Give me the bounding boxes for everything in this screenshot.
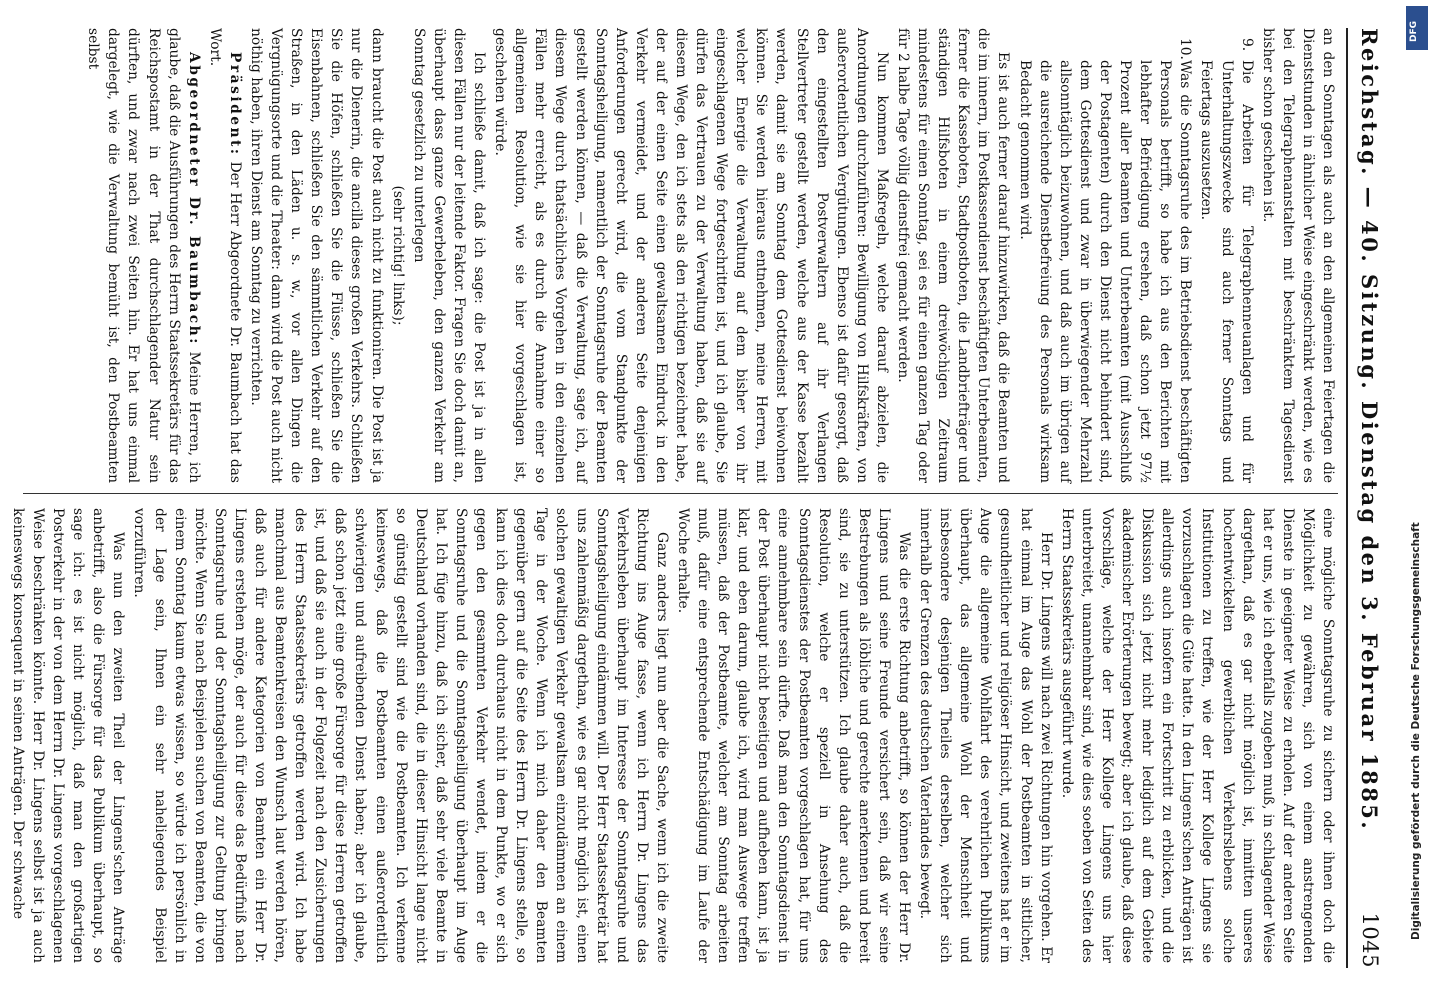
speech-text: Der Herr Abgeordnete Dr. Baumbach hat das Wort. <box>206 28 243 483</box>
paragraph: Was die erste Richtung anbetrifft, so können der Herr Dr. Lingens und seine Freunde versichert sein, daß wir seine Bestrebungen als löbliche und gerechte anerkennen und bereit sind, sie zu unterstützen. Ich glaube daher auch, daß die Resolution, welche er speziell in Ansehung des Sonntagsdienstes der Postbeamten vorgeschlagen hat, für uns eine annehmbare sein dürfte. Daß man den Sonntagsdienst in der Post überhaupt nicht beseitigen und aufheben kann, ist ja klar, und eben darum, glaube ich, wird man Auswege treffen müssen, daß der Postbeamte, welcher am Sonntag arbeiten muß, dafür eine entsprechende Entschädigung im Laufe der Woche erhalte. <box>675 508 913 963</box>
paragraph: Ganz anders liegt nun aber die Sache, wenn ich die zweite Richtung ins Auge fasse, wenn ich Herrn Dr. Lingens das Verkehrsleben überhaupt im Interesse der Sonntagsruhe und Sonntagsheiligung eindämmen will. Der Herr Staatssekretär hat uns zahlenmäßig dargethan, wie es gar nicht möglich ist, einen solchen gewaltigen Verkehr gewaltsam einzudämmen an einem Tage in der Woche. Wenn ich mich daher den Beamten gegenüber gern auf die Seite des Herrn Dr. Lingens stelle, so kann ich dies doch durchaus nicht in dem Punkte, wo er sich gegen den gesammten Verkehr wendet, indem er die Sonntagsruhe und die Sonntagsheiligung überhaupt im Auge hat. Ich füge hinzu, daß ich sicher, daß sehr viele Beamte in Deutschland vorhanden sind, die in dieser Hinsicht lange nicht so günstig gestellt sind wie die Postbeamten. Ich verkenne keineswegs, daß die Postbeamten einen außerordentlich schwierigen und aufreibenden Dienst haben; aber ich glaube, daß schon jetzt eine große Fürsorge für diese Herren getroffen ist, und daß sie auch in der Folgezeit nach den Zusicherungen des Herrn Staatssekretärs getroffen werden wird. Ich habe manchmal aus Beamtenkreisen den Wunsch laut werden hören, daß auch für andere Kategorien von Beamten ein Herr Dr. Lingens erstehen möge, der auch für diese das Bedürfniß nach Sonntagsruhe und der Sonntagsheiligung zur Geltung bringen möchte. Wenn Sie nach Beispielen suchen von Beamten, die von einem Sonntag kaum etwas wissen, so würde ich persönlich in der Lage sein, Ihnen ein sehr naheliegendes Beispiel vorzuführen. <box>131 508 670 963</box>
column-divider <box>23 493 1338 494</box>
header-title: Reichstag. — 40. Sitzung. Dienstag den 3. Februar 1885. <box>1357 28 1382 832</box>
header-rule <box>1346 28 1348 968</box>
speaker-name: Präsident: <box>226 52 243 157</box>
paragraph: eine mögliche Sonntagsruhe zu sichern oder ihnen doch die Möglichkeit zu gewähren, sich von einem anstrengenden Dienste in geeigneter Weise zu erholen. Auf der anderen Seite hat er uns, wie ich ebenfalls zugeben muß, in schlagender Weise dargethan, daß es gar nicht möglich ist, inmitten unseres hochentwickelten gewerblichen Verkehrslebens solche Institutionen zu treffen, wie der Herr Kollege Lingens sie vorzuschlagen die Güte hatte. In den Lingens'schen Anträgen ist allerdings auch insofern ein Fortschritt zu erblicken, und die Diskussion sich jetzt nicht mehr lediglich auf dem Gebiete akademischer Erörterungen bewegt; aber ich glaube, daß diese Vorschläge, welche der Herr Kollege Lingens uns hier unterbreitet, unannehmbar sind, wie dies soeben von Seiten des Herrn Staatssekretärs ausgeführt wurde. <box>1058 508 1336 963</box>
item-number: 10. <box>1177 38 1194 60</box>
item-number: 9. <box>1238 38 1255 52</box>
dfg-logo-icon <box>1406 6 1428 50</box>
paragraph: Nun kommen Maßregeln, welche darauf abzielen, die Anordnungen durchzuführen: Bewilligung von Hilfskräften, von außerordentlichen Vergütungen. Ebenso ist dafür gesorgt, daß den eingestellten Postverwaltern auf ihr Verlangen Stellvertreter gestellt werden, welche aus der Kasse bezahlt werden, damit sie am Sonntag dem Gottesdienst beiwohnen können. Sie werden hieraus entnehmen, meine Herren, mit welcher Energie die Verwaltung auf dem bisher von ihr eingeschlagenen Wege fortgeschritten ist, und ich glaube, Sie dürfen das Vertrauen zu der Verwaltung haben, daß sie auf diesem Wege, den ich stets als den richtigen bezeichnet habe, der auf der einen Seite einen gewaltsamen Eindruck in den Verkehr vermeidet, und der anderen Seite denjenigen Anforderungen gerecht wird, die vom Standpunkte der Sonntagsheiligung, namentlich der Sonntagsruhe der Beamten gestellt werden können, — daß die Verwaltung, sage ich, auf diesem Wege durch thatsächliches Vorgehen in den einzelnen Fällen mehr erreicht, als es durch die Annahme einer so allgemeinen Resolution, wie sie hier vorgeschlagen ist, geschehen würde. <box>492 28 890 483</box>
numbered-item <box>1015 28 1196 483</box>
speech-text: Meine Herren, ich glaube, daß die Ausführungen des Herrn Staatssekretärs für das Reichspostamt in der That durchschlagender Natur sein dürften, und zwar nach zwei Seiten hin. Er hat uns einmal dargelegt, wie die Verwaltung bemüht ist, den Postbeamten selbst <box>85 28 202 483</box>
paragraph: Herr Dr. Lingens will nach zwei Richtungen hin vorgehen. Er hat einmal im Auge das Wohl der Postbeamten in sittlicher, gesundheitlicher und religiöser Hinsicht, und zweitens hat er im Auge die allgemeine Wohlfahrt des verehrlichen Publikums überhaupt, das allgemeine Wohl der Menschheit und insbesondere desjenigen Theiles derselben, welcher sich innerhalb der Grenzen des deutschen Vaterlandes bewegt. <box>917 508 1054 963</box>
interjection: (sehr richtig! links); <box>389 185 406 326</box>
paragraph: Was nun den zweiten Theil der Lingens'schen Anträge anbetrifft, also die Fürsorge für das Publikum überhaupt, so sage ich: es ist nicht möglich, daß man den großartigen Postverkehr in der von dem Herrn Dr. Lingens vorgeschlagenen Weise beschränken könnte. Herr Dr. Lingens selbst ist ja auch keineswegs konsequent in seinen Anträgen. Der schwache <box>9 508 127 963</box>
paragraph: dann braucht die Post auch nicht zu funktioniren. Die Post ist ja nur die Dienerin, die ancilla dieses großen Verkehrs. Schließen Sie die Höfen, schließen Sie die Flüsse, schließen Sie die Eisenbahnen, schließen Sie den sämmtlichen Verkehr auf den Straßen, in den Läden u. s. w., vor allen Dingen die Vergnügungsorte und die Theater: dann wird die Post auch nicht nöthig haben, ihren Dienst am Sonntag zu verrichten. <box>248 28 385 483</box>
paragraph: Ich schließe damit, daß ich sage: die Post ist ja in allen diesen Fällen nur der leitende Faktor. Fragen Sie doch damit an, überhaupt dass ganze Gewerbeleben, den ganzen Verkehr am Sonntag gesetzlich zu unterlegen <box>410 28 488 483</box>
speaker-paragraph <box>205 28 245 483</box>
dfg-logo-text: DFG <box>1409 20 1419 42</box>
rotated-document-page <box>10 0 1400 1000</box>
numbered-item <box>1196 28 1256 483</box>
item-text: Was die Sonntagsruhe des im Betriebsdienst beschäftigten Personals betrifft, so habe ich aus den Berichten mit lebhafter Befriedigung ersehen, daß schon jetzt 97½ Prozent aller Beamten und Unterbeamten (mit Ausschluß der Postagenten) durch den Dienst nicht behindert sind, dem Gottesdienst und zwar in überwiegender Mehrzahl allsonntäglich beizuwohnen, und daß auch im übrigen auf die ausreichende Dienstbefreiung des Personals wirksam Bedacht genommen wird. <box>1016 60 1194 483</box>
credit-strip <box>1406 60 1428 940</box>
left-column <box>18 28 1338 483</box>
speaker-name: Abgeordneter Dr. Baumbach: <box>185 52 202 346</box>
paragraph: an den Sonntagen als auch an den allgemeinen Feiertagen die Dienststunden in ähnlicher Weise eingeschränkt werden, wie es bei den Telegraphenanstalten mit beschränktem Tagesdienst bisher schon geschehen ist. <box>1259 28 1336 483</box>
paragraph: Es ist auch ferner darauf hinzuwirken, daß die Beamten und die im innern, im Postkassendienst beschäftigten Unterbeamten, ferner die Kasseboten, Stadtpostboten, die Landbriefträger und ständigen Hilfsboten in einem dreiwöchigen Zeitraum mindestens für einen Sonntag, sei es für einen ganzen Tag oder für 2 halbe Tage völlig dienstfrei gemacht werden. <box>895 28 1012 483</box>
item-text: Die Arbeiten für Telegraphenneuanlagen und für Unterhaltungszwecke sind auch ferner Sonntags und Feiertags auszusetzen. <box>1198 60 1255 483</box>
page-number: 1045 <box>1358 912 1382 968</box>
digitization-credit: Digitalisierung gefördert durch die Deutsche Forschungsgemeinschaft <box>1410 522 1422 940</box>
right-column <box>9 508 1338 963</box>
page-header <box>1346 28 1390 968</box>
speaker-paragraph <box>83 28 204 483</box>
